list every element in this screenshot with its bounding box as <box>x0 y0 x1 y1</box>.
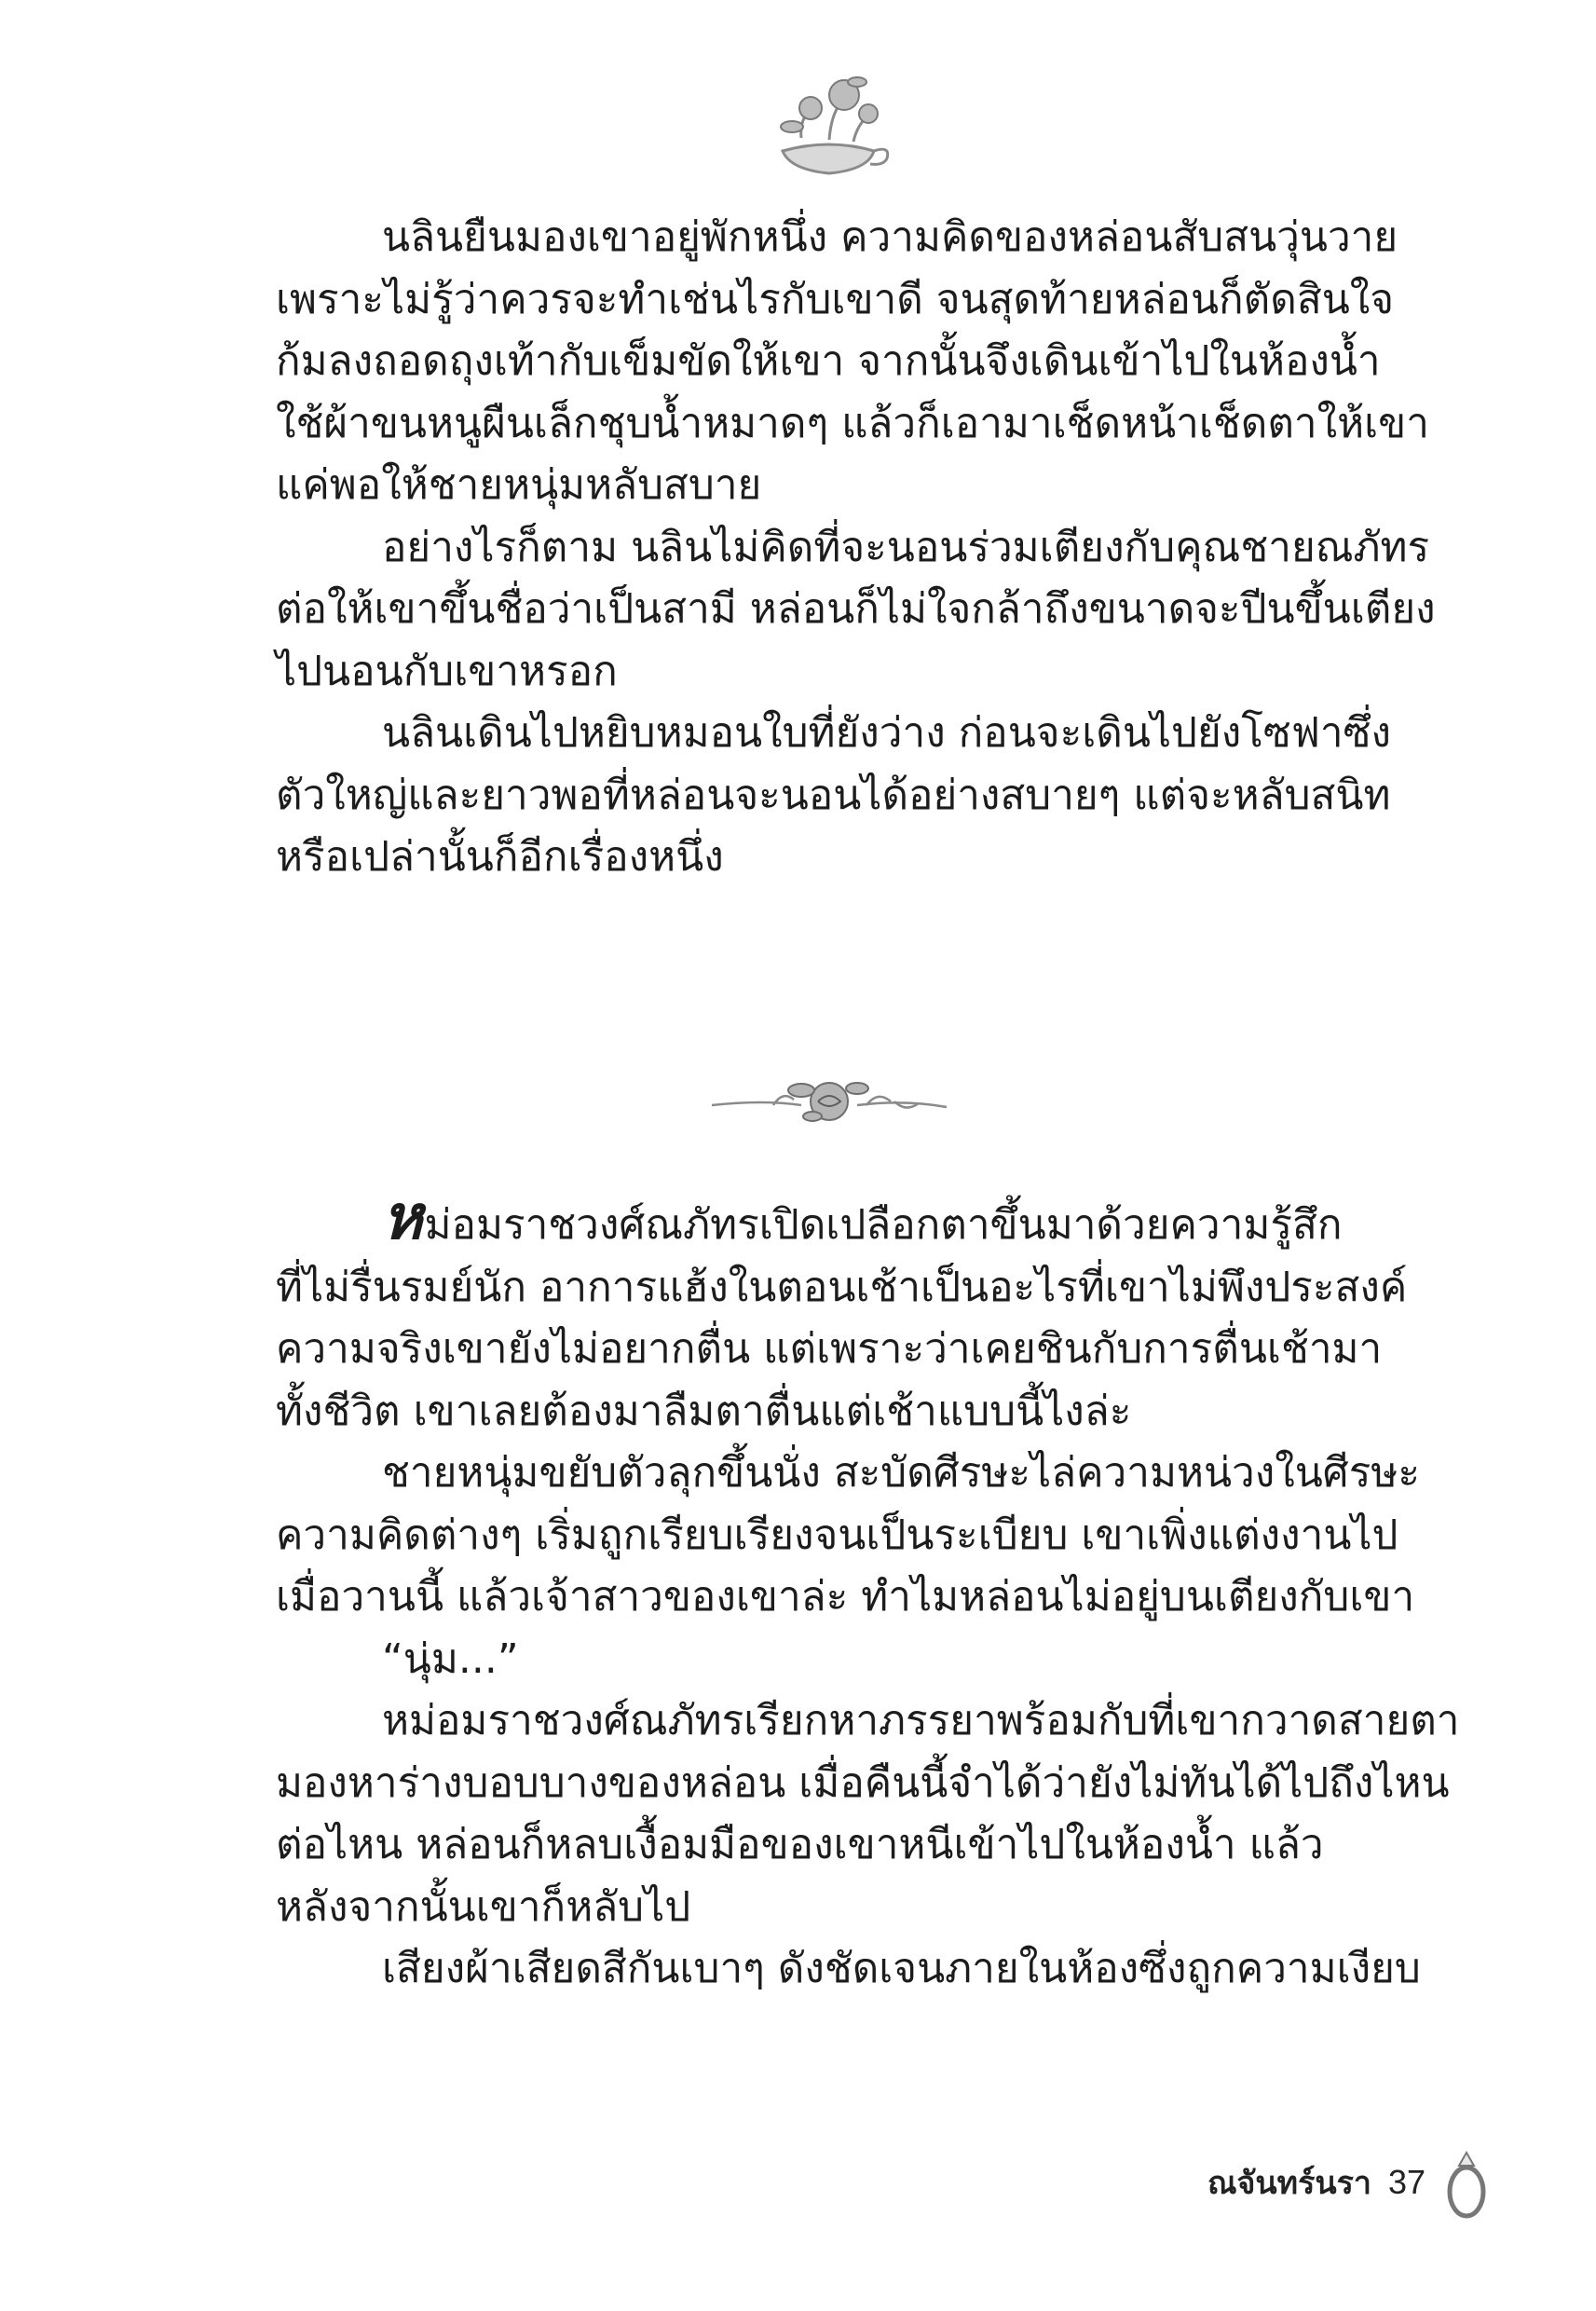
text-line: เพราะไม่รู้ว่าควรจะทำเช่นไรกับเขาดี จนสุดท้ายหล่อนก็ตัดสินใจ <box>276 275 1395 323</box>
paragraph-section-2 <box>276 1181 1460 2001</box>
text-line: ต่อให้เขาขึ้นชื่อว่าเป็นสามี หล่อนก็ไม่ใจกล้าถึงขนาดจะปีนขึ้นเตียง <box>276 585 1436 633</box>
text-line: ชายหนุ่มขยับตัวลุกขึ้นนั่ง สะบัดศีรษะไล่ความหน่วงในศีรษะ <box>382 1449 1420 1497</box>
text-line: เมื่อวานนี้ แล้วเจ้าสาวของเขาล่ะ ทำไมหล่อนไม่อยู่บนเตียงกับเขา <box>276 1573 1415 1620</box>
text-line: มองหาร่างบอบบางของหล่อน เมื่อคืนนี้จำได้ว่ายังไม่ทันได้ไปถึงไหน <box>276 1758 1450 1807</box>
diamond-ring-icon <box>1442 2145 1491 2220</box>
text-line: หรือเปล่านั้นก็อีกเรื่องหนึ่ง <box>276 833 724 881</box>
text-line: ความคิดต่างๆ เริ่มถูกเรียบเรียงจนเป็นระเบียบ เขาเพิ่งแต่งงานไป <box>276 1511 1398 1559</box>
paragraph-section-1 <box>276 207 1436 889</box>
text-line: ก้มลงถอดถุงเท้ากับเข็มขัดให้เขา จากนั้นจึงเดินเข้าไปในห้องน้ำ <box>276 337 1381 385</box>
page-number: 37 <box>1387 2163 1425 2201</box>
page-footer <box>1062 2145 1491 2220</box>
text-line: อย่างไรก็ตาม นลินไม่คิดที่จะนอนร่วมเตียงกับคุณชายณภัทร <box>382 523 1430 571</box>
rose-vine-divider-icon <box>708 1062 950 1137</box>
text-line: ตัวใหญ่และยาวพอที่หล่อนจะนอนได้อย่างสบายๆ แต่จะหลับสนิท <box>276 771 1391 819</box>
text-line <box>276 1181 1403 1257</box>
text-line: นลินยืนมองเขาอยู่พักหนึ่ง ความคิดของหล่อนสับสนวุ่นวาย <box>382 213 1398 261</box>
first-line-text: ม่อมราชวงศ์ณภัทรเปิดเปลือกตาขึ้นมาด้วยความรู้สึก <box>424 1201 1343 1249</box>
text-line: “นุ่ม...” <box>382 1634 519 1683</box>
book-title: ณจันทร์นรา <box>1207 2165 1371 2202</box>
text-line: ไปนอนกับเขาหรอก <box>276 647 618 695</box>
text-line: ใช้ผ้าขนหนูผืนเล็กชุบน้ำหมาดๆ แล้วก็เอามาเช็ดหน้าเช็ดตาให้เขา <box>276 399 1429 447</box>
text-line: เสียงผ้าเสียดสีกันเบาๆ ดังชัดเจนภายในห้องซึ่งถูกความเงียบ <box>382 1945 1421 1992</box>
text-line: แค่พอให้ชายหนุ่มหลับสบาย <box>276 461 762 509</box>
drop-cap: ห <box>382 1181 423 1253</box>
lamp-with-flowers-icon <box>764 73 894 183</box>
text-line: หม่อมราชวงศ์ณภัทรเรียกหาภรรยาพร้อมกับที่เขากวาดสายตา <box>382 1697 1460 1744</box>
text-line: ทั้งชีวิต เขาเลยต้องมาลืมตาตื่นแต่เช้าแบบนี้ไงล่ะ <box>276 1387 1132 1435</box>
text-line: หลังจากนั้นเขาก็หลับไป <box>276 1882 691 1931</box>
text-line: ที่ไม่รื่นรมย์นัก อาการแฮ้งในตอนเช้าเป็นอะไรที่เขาไม่พึงประสงค์ <box>276 1263 1408 1311</box>
text-line: ความจริงเขายังไม่อยากตื่น แต่เพราะว่าเคยชินกับการตื่นเช้ามา <box>276 1325 1383 1373</box>
text-line: ต่อไหน หล่อนก็หลบเงื้อมมือของเขาหนีเข้าไปในห้องน้ำ แล้ว <box>276 1821 1324 1868</box>
text-line: นลินเดินไปหยิบหมอนใบที่ยังว่าง ก่อนจะเดินไปยังโซฟาซึ่ง <box>382 709 1391 757</box>
